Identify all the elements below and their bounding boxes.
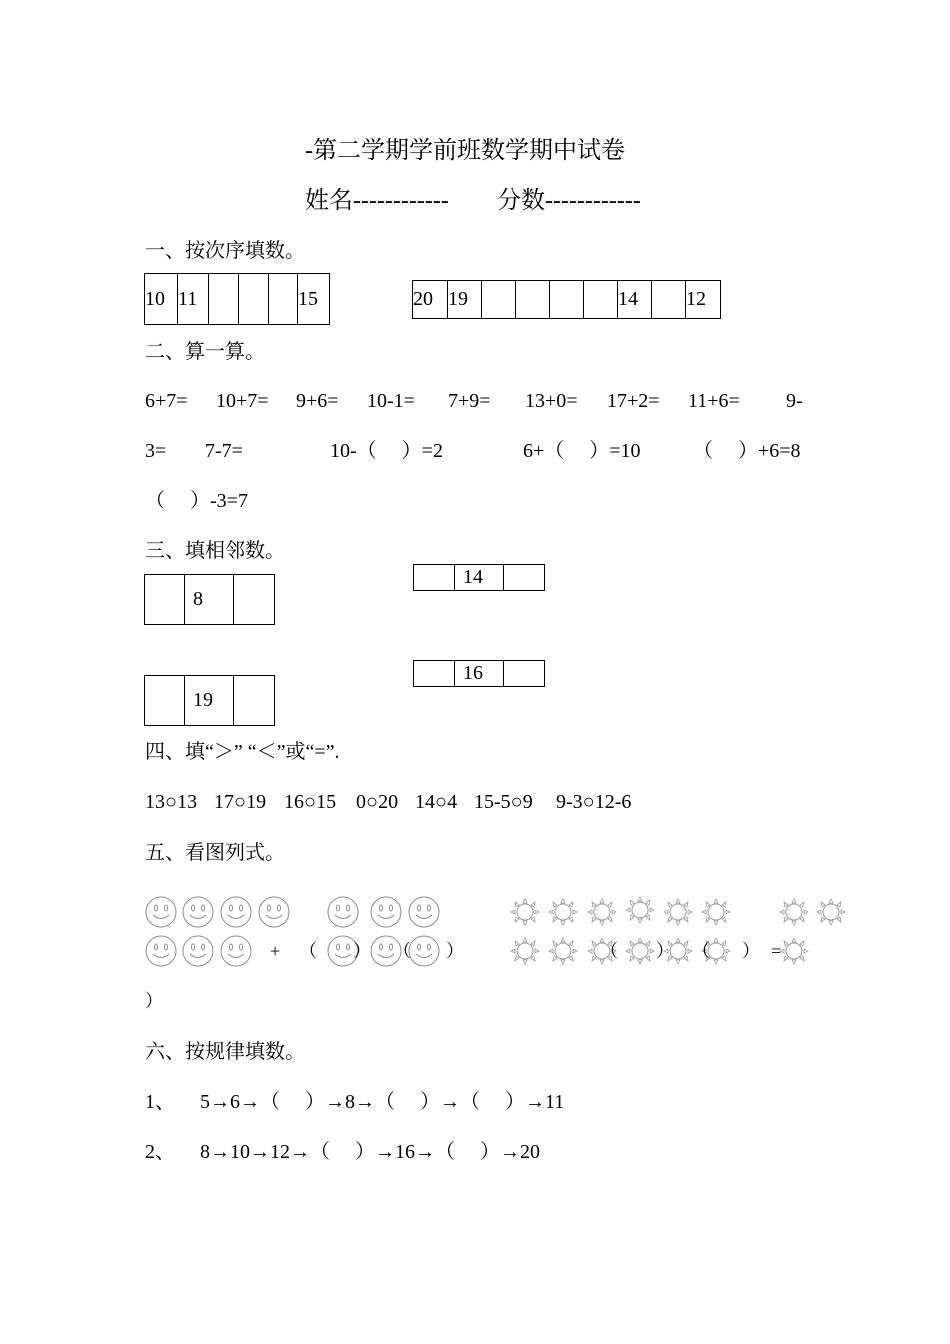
compare-item: 14○4 [415, 791, 458, 813]
sun-icon [812, 897, 850, 927]
paren-close: ） [742, 941, 760, 961]
sequence-cell[interactable] [269, 274, 298, 325]
sun-icon [544, 897, 582, 927]
arith-item: 7-7= [205, 440, 243, 462]
arith-item: 13+0= [525, 390, 578, 412]
paren-close: ） [145, 991, 163, 1011]
sun-icon [544, 936, 582, 966]
name-label: 姓名------------ [305, 188, 449, 214]
neighbor-box [413, 564, 545, 591]
smiley-face-icon [182, 896, 214, 928]
smiley-face-icon [370, 896, 402, 928]
paren-open: （ [299, 941, 317, 961]
neighbor-blank[interactable] [145, 575, 185, 625]
sun-icon [506, 897, 544, 927]
paren-open: （ [600, 941, 618, 961]
arith-item: 17+2= [607, 390, 660, 412]
smiley-face-icon [182, 935, 214, 967]
pattern-row: 5→6→（ ）→8→（ ）→（ ）→11 [200, 1091, 565, 1113]
page-title: -第二学期学前班数学期中试卷 [305, 138, 625, 164]
neighbor-box [144, 574, 275, 625]
section6-heading: 六、按规律填数。 [145, 1041, 305, 1063]
section4-heading: 四、填“＞” “＜”或“=”. [145, 741, 340, 763]
arith-item: 6+（ ）=10 [523, 440, 641, 462]
neighbor-blank[interactable] [504, 565, 545, 591]
neighbor-center: 8 [185, 575, 234, 625]
smiley-face-icon [408, 935, 440, 967]
neighbor-center: 16 [455, 661, 504, 687]
arith-item: 9+6= [296, 390, 339, 412]
arith-item: 6+7= [145, 390, 188, 412]
sun-icon [775, 897, 813, 927]
paren-close: ） [656, 941, 674, 961]
arith-item: 10-1= [367, 390, 415, 412]
sequence-cell[interactable] [239, 274, 269, 325]
smiley-face-icon [145, 896, 177, 928]
sequence-cell[interactable] [550, 281, 584, 319]
sequence-cell: 10 [145, 274, 178, 325]
sun-icon [621, 936, 659, 966]
sun-icon [621, 895, 659, 925]
plus-sign: + [270, 941, 281, 961]
sun-icon [659, 897, 697, 927]
sun-icon [583, 897, 621, 927]
pattern-row: 8→10→12→（ ）→16→（ ）→20 [200, 1141, 540, 1163]
arith-item: 9- [786, 390, 803, 412]
arith-item: 10-（ ）=2 [330, 440, 443, 462]
sequence-cell: 15 [298, 274, 330, 325]
neighbor-blank[interactable] [504, 661, 545, 687]
section3-heading: 三、填相邻数。 [145, 540, 285, 562]
sequence-table-b [412, 280, 721, 319]
paren-open: （ [692, 941, 710, 961]
sequence-cell: 20 [413, 281, 448, 319]
neighbor-box [413, 660, 545, 687]
compare-item: 13○13 [145, 791, 198, 813]
sun-icon [506, 936, 544, 966]
compare-item: 9-3○12-6 [556, 791, 632, 813]
neighbor-blank[interactable] [234, 575, 275, 625]
compare-item: 16○15 [284, 791, 337, 813]
compare-item: 0○20 [356, 791, 399, 813]
smiley-face-icon [220, 896, 252, 928]
section5-heading: 五、看图列式。 [145, 842, 285, 864]
compare-item: 17○19 [214, 791, 267, 813]
neighbor-blank[interactable] [414, 565, 455, 591]
arith-item: （ ）+6=8 [693, 440, 801, 462]
sequence-table-a [144, 273, 330, 325]
neighbor-blank[interactable] [414, 661, 455, 687]
neighbor-blank[interactable] [234, 676, 275, 726]
paren-close: ） [446, 941, 464, 961]
neighbor-center: 14 [455, 565, 504, 591]
equals-sign: = [771, 941, 782, 961]
neighbor-blank[interactable] [145, 676, 185, 726]
score-label: 分数------------ [497, 188, 641, 214]
smiley-face-icon [258, 896, 290, 928]
sequence-cell[interactable] [516, 281, 550, 319]
arith-item: 7+9= [448, 390, 491, 412]
sequence-cell: 11 [178, 274, 209, 325]
smiley-face-icon [408, 896, 440, 928]
sun-icon [697, 897, 735, 927]
section1-heading: 一、按次序填数。 [145, 240, 305, 262]
sequence-cell[interactable] [209, 274, 239, 325]
pattern-index: 2、 [145, 1141, 175, 1163]
section2-heading: 二、算一算。 [145, 341, 265, 363]
sequence-cell[interactable] [652, 281, 686, 319]
sequence-cell[interactable] [584, 281, 618, 319]
pattern-index: 1、 [145, 1091, 175, 1113]
smiley-face-icon [327, 896, 359, 928]
arith-item: 3= [145, 440, 167, 462]
sequence-cell: 12 [686, 281, 721, 319]
smiley-face-icon [145, 935, 177, 967]
smiley-face-icon [220, 935, 252, 967]
arith-item: （ ）-3=7 [145, 490, 248, 512]
paren-close: ） [353, 941, 371, 961]
neighbor-center: 19 [185, 676, 234, 726]
arith-item: 11+6= [688, 390, 740, 412]
arith-item: 10+7= [216, 390, 269, 412]
neighbor-box [144, 675, 275, 726]
sequence-cell: 19 [448, 281, 482, 319]
compare-item: 15-5○9 [474, 791, 533, 813]
sequence-cell[interactable] [482, 281, 516, 319]
paren-open: （ [393, 941, 411, 961]
sequence-cell: 14 [618, 281, 652, 319]
